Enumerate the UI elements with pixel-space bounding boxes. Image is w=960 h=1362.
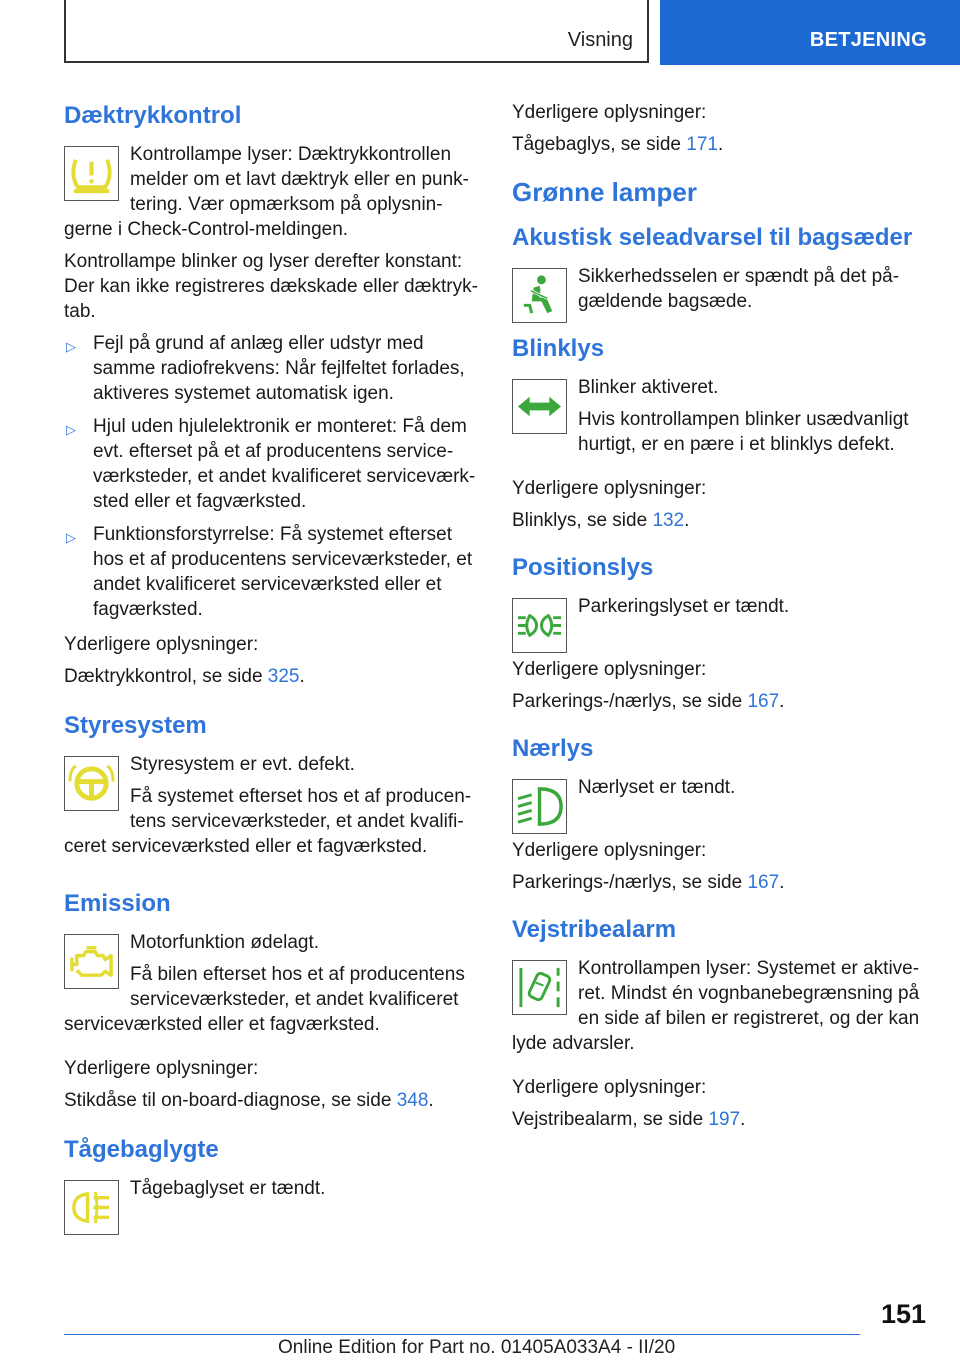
steering-text-1: Styresystem er evt. defekt. <box>130 754 355 775</box>
low-beam-reference: Parkerings-/nærlys, se side 167. <box>512 872 785 893</box>
triangle-bullet-icon: ▷ <box>66 422 76 437</box>
footer-edition: Online Edition for Part no. 01405A033A4 - II/20 <box>278 1337 676 1358</box>
section-turn-signal <box>512 333 926 533</box>
right-column <box>512 100 926 1139</box>
seatbelt-text-1: Sikkerhedsselen er spændt på det pågældende bagsæde. <box>578 266 900 312</box>
turn-signal-text-1: Blinker aktiveret. <box>578 377 719 398</box>
tire-list <box>64 331 478 622</box>
triangle-bullet-icon: ▷ <box>66 530 76 545</box>
low-beam-icon <box>512 779 567 834</box>
header-chapter-label: BETJENING <box>809 29 927 51</box>
list-item: ▷ Fejl på grund af anlæg eller udstyr med samme radiofrekvens: Når fejlfeltet forlades, aktiveres systemet automatisk igen. <box>66 333 465 404</box>
emission-text-1: Motorfunktion ødelagt. <box>130 932 320 953</box>
position-light-reference: Parkerings-/nærlys, se side 167. <box>512 691 785 712</box>
lane-departure-reference: Vejstribealarm, se side 197. <box>512 1109 746 1130</box>
section-low-beam <box>512 733 926 895</box>
section-title-tire-pressure: Dæktrykkontrol <box>64 102 242 129</box>
section-title-steering: Styresystem <box>64 712 207 739</box>
steering-text-2: Få systemet efterset hos et af producentens serviceværksteder, et andet kvalificeret serviceværksted eller et fagværksted. <box>64 786 472 857</box>
emission-reference: Stikdåse til on-board-diagnose, se side 348. <box>64 1090 434 1111</box>
list-item: ▷ Hjul uden hjulelektronik er monteret: Få dem evt. efterset på et af producentens serviceværksteder, et andet kvalificeret serviceværksted eller et fagværksted. <box>66 416 476 512</box>
rear-fog-page-link[interactable]: 171 <box>686 134 718 155</box>
emission-more-label: Yderligere oplysninger: <box>64 1058 259 1079</box>
tire-more-label: Yderligere oplysninger: <box>64 634 259 655</box>
turn-signal-more-label: Yderligere oplysninger: <box>512 478 707 499</box>
section-steering <box>64 710 478 866</box>
turn-signal-reference: Blinklys, se side 132. <box>512 510 690 531</box>
section-title-low-beam: Nærlys <box>512 735 594 762</box>
section-title-emission: Emission <box>64 890 171 917</box>
section-lane-departure <box>512 914 926 1132</box>
section-position-light <box>512 552 926 714</box>
rear-fog-text-1: Tågebaglyset er tændt. <box>130 1178 326 1199</box>
low-beam-text-1: Nærlyset er tændt. <box>578 777 736 798</box>
engine-warning-icon <box>64 934 119 989</box>
section-title-lane-departure: Vejstribealarm <box>512 916 677 943</box>
lane-departure-more-label: Yderligere oplysninger: <box>512 1077 707 1098</box>
section-tire-pressure <box>64 100 478 689</box>
section-title-seatbelt: Akustisk seleadvarsel til bagsæder <box>512 224 913 251</box>
page-number: 151 <box>880 1299 926 1329</box>
emission-text-2: Få bilen efterset hos et af producentens serviceværksteder, et andet kvalificeret serviceværksted eller et fagværksted. <box>64 964 465 1035</box>
triangle-bullet-icon: ▷ <box>66 339 76 354</box>
turn-signal-text-2: Hvis kontrollampen blinker usædvanligt hurtigt, er en pære i et blinklys defekt. <box>578 409 909 455</box>
section-rear-fog <box>64 1134 478 1239</box>
header-chapter-tab <box>660 0 960 65</box>
position-light-text-1: Parkeringslyset er tændt. <box>578 596 790 617</box>
low-beam-page-link[interactable]: 167 <box>747 872 780 893</box>
list-item: ▷ Funktionsforstyrrelse: Få systemet efterset hos et af producentens serviceværksteder, et andet kvalificeret serviceværksted eller et fagværksted. <box>66 524 473 620</box>
position-light-icon <box>512 598 567 653</box>
low-beam-more-label: Yderligere oplysninger: <box>512 840 707 861</box>
header-section-label: Visning <box>567 29 633 51</box>
tire-page-link[interactable]: 325 <box>267 666 300 687</box>
rear-fog-reference: Tågebaglys, se side 171. <box>512 134 724 155</box>
section-seatbelt <box>512 222 926 327</box>
left-column <box>64 100 478 1239</box>
tire-reference: Dæktrykkontrol, se side 325. <box>64 666 305 687</box>
steering-wheel-warning-icon <box>64 756 119 811</box>
turn-signal-icon <box>512 379 567 434</box>
position-light-more-label: Yderligere oplysninger: <box>512 659 707 680</box>
position-light-page-link[interactable]: 167 <box>747 691 780 712</box>
rear-fog-light-icon <box>64 1180 119 1235</box>
tire-text-1: Kontrollampe lyser: Dæktrykkontrollen melder om et lavt dæktryk eller en punktering. Vær opmærksom på oplysningerne i Check-Control-meldingen. <box>64 144 469 240</box>
lane-departure-page-link[interactable]: 197 <box>708 1109 741 1130</box>
section-emission <box>64 888 478 1113</box>
section-title-green-lamps: Grønne lamper <box>512 177 697 207</box>
section-title-position-light: Positionslys <box>512 554 654 581</box>
section-title-rear-fog: Tågebaglygte <box>64 1136 219 1163</box>
lane-departure-icon <box>512 960 567 1015</box>
header-section-tab <box>64 0 649 63</box>
lane-departure-text-1: Kontrollampen lyser: Systemet er aktiveret. Mindst én vognbanebegrænsning på en side af bilen er registreret, og der kan lyde advarsler. <box>512 958 920 1054</box>
seatbelt-icon <box>512 268 567 323</box>
emission-page-link[interactable]: 348 <box>396 1090 429 1111</box>
turn-signal-page-link[interactable]: 132 <box>652 510 685 531</box>
tire-pressure-warning-icon <box>64 146 119 201</box>
rear-fog-more-label: Yderligere oplysninger: <box>512 102 707 123</box>
tire-text-2: Kontrollampe blinker og lyser derefter konstant: Der kan ikke registreres dækskade eller dæktryktab. <box>64 251 478 322</box>
footer-divider <box>64 1334 860 1335</box>
section-title-turn-signal: Blinklys <box>512 335 605 362</box>
